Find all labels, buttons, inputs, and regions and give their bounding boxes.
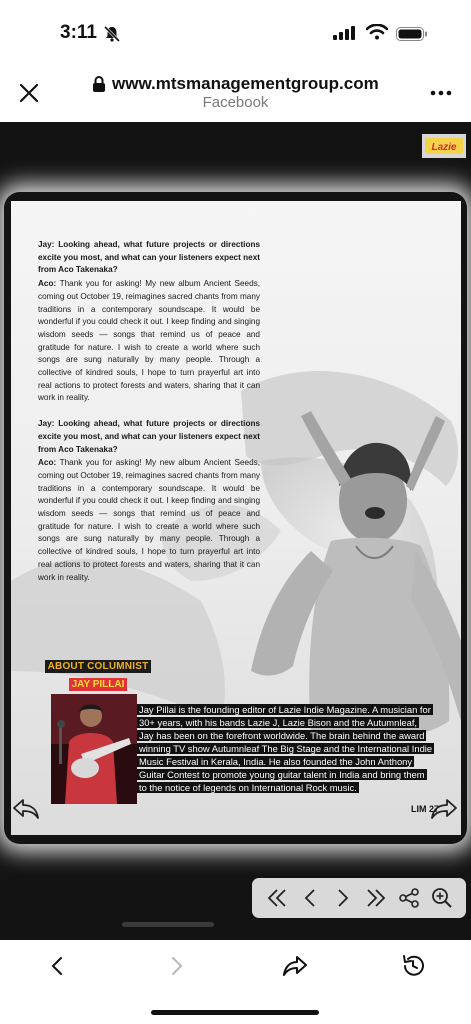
interview-question: Jay: Looking ahead, what future projects or directions excite you most, and what can your listeners expect next from Aco Takenaka? xyxy=(38,419,260,454)
answer-text: Thank you for asking! My new album Ancient Seeds, coming out October 19, reimagines sacred chants from many traditions in a contemporary soundscape. It would be wonderful if you could check it out. I keep finding and singing wisdom seeds — songs that remind us of peace and gratitude for nature. I wish to create a world where such songs are sung naturally by many people. Through a collective of kindred souls, I hope to turn prayerful art into real actions to protect forests and waters, sharing that it can work in reality. xyxy=(38,279,260,403)
nav-history-button[interactable] xyxy=(398,952,428,980)
viewer-toolbar xyxy=(252,878,466,918)
bio-line: Jay Pillai is the founding editor of Lazie Indie Magazine. A musician for xyxy=(139,704,431,715)
url-text: www.mtsmanagementgroup.com xyxy=(112,74,379,93)
page-back-arrow-icon[interactable] xyxy=(11,797,41,821)
prev-page-button[interactable] xyxy=(298,886,322,910)
magazine-page[interactable] xyxy=(11,201,461,835)
share-arrow-icon xyxy=(282,954,308,978)
share-icon xyxy=(398,887,420,909)
article-block xyxy=(38,418,260,584)
bio-line: winning TV show Autumnleaf The Big Stage and the International Indie xyxy=(139,743,433,754)
about-columnist xyxy=(42,656,154,692)
nav-back-button[interactable] xyxy=(42,952,72,980)
back-icon xyxy=(47,955,67,977)
last-page-button[interactable] xyxy=(364,886,388,910)
history-icon xyxy=(400,953,426,979)
share-button[interactable] xyxy=(397,886,421,910)
browser-header xyxy=(0,62,471,122)
bio-line: Music Festival in Kerala, India. He also founded the John Anthony xyxy=(139,756,413,767)
about-heading: ABOUT COLUMNIST xyxy=(45,660,152,673)
forward-icon xyxy=(167,955,187,977)
wifi-icon xyxy=(366,24,388,40)
nav-forward-button[interactable] xyxy=(162,952,192,980)
first-page-button[interactable] xyxy=(265,886,289,910)
status-bar xyxy=(0,0,471,62)
page-number: LIM 27 xyxy=(411,804,440,814)
svg-text:Lazie: Lazie xyxy=(431,142,457,153)
browser-bottom-nav xyxy=(0,940,471,1024)
bio-line: Jay has been on the forefront worldwide. The brain behind the award xyxy=(139,730,425,741)
article-body xyxy=(38,239,260,597)
status-time: 3:11 xyxy=(60,22,97,43)
nav-share-button[interactable] xyxy=(280,952,310,980)
source-subtitle: Facebook xyxy=(202,94,269,111)
lazie-logo-icon xyxy=(425,138,463,154)
article-block xyxy=(38,239,260,405)
flipbook-viewer xyxy=(0,122,471,940)
scroll-indicator[interactable] xyxy=(122,922,214,927)
chevron-left-icon xyxy=(299,887,321,909)
magazine-logo[interactable] xyxy=(422,134,466,158)
home-indicator[interactable] xyxy=(151,1010,319,1015)
interview-answer xyxy=(38,457,260,584)
columnist-name: JAY PILLAI xyxy=(69,678,128,691)
zoom-button[interactable] xyxy=(430,886,454,910)
more-icon[interactable] xyxy=(430,90,452,96)
answer-text: Thank you for asking! My new album Ancient Seeds, coming out October 19, reimagines sacred chants from many traditions in a contemporary soundscape. It would be wonderful if you could check it out. I keep finding and singing wisdom seeds — songs that remind us of peace and gratitude for nature. I wish to create a world where such songs are sung naturally by many people. Through a collective of kindred souls, I hope to turn prayerful art into real actions to protect forests and waters, sharing that it can work in reality. xyxy=(38,458,260,582)
answer-speaker: Aco: xyxy=(38,458,57,468)
columnist-bio xyxy=(137,703,443,794)
lock-icon xyxy=(92,76,106,92)
double-chevron-right-icon xyxy=(365,887,387,909)
next-page-button[interactable] xyxy=(331,886,355,910)
bio-line: to the notice of legends on International Rock music. xyxy=(139,782,357,793)
double-chevron-left-icon xyxy=(266,887,288,909)
answer-speaker: Aco: xyxy=(38,279,57,289)
bio-line: 30+ years, with his bands Lazie J, Lazie Bison and the Autumnleaf, xyxy=(139,717,418,728)
battery-icon xyxy=(396,27,428,41)
bio-line: Guitar Contest to promote young guitar talent in India and bring them xyxy=(139,769,425,780)
cell-signal-icon xyxy=(333,26,357,40)
url-bar[interactable] xyxy=(92,74,392,94)
interview-answer xyxy=(38,278,260,405)
page-forward-arrow-icon[interactable] xyxy=(429,797,459,821)
chevron-right-icon xyxy=(332,887,354,909)
interview-question: Jay: Looking ahead, what future projects or directions excite you most, and what can your listeners expect next from Aco Takenaka? xyxy=(38,240,260,275)
bell-muted-icon xyxy=(103,25,121,43)
zoom-in-icon xyxy=(431,887,453,909)
columnist-photo xyxy=(51,694,137,804)
